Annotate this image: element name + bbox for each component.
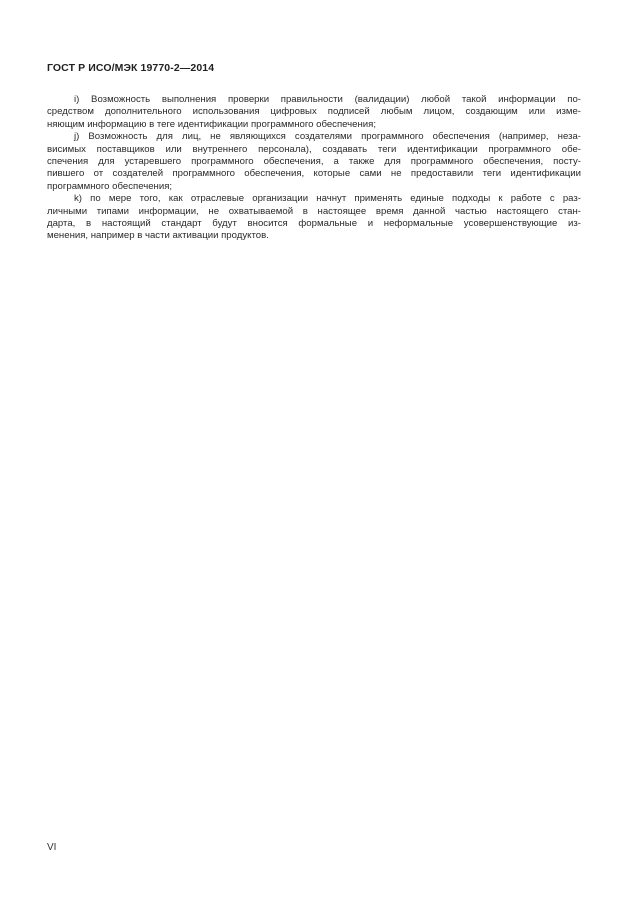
text-line: j) Возможность для лиц, не являющихся создателями программного обеспечения (например, неза-: [74, 131, 581, 143]
paragraph-i: [47, 94, 581, 131]
page-number: VI: [47, 842, 57, 853]
text-line: няющим информацию в теге идентификации программного обеспечения;: [47, 118, 377, 130]
text-line: личными типами информации, не охватываемой в настоящее время данной частью настоящего стан-: [47, 205, 581, 217]
text-line: висимых поставщиков или внутреннего персонала), создавать теги идентификации программного обе-: [47, 143, 581, 155]
text-line: средством дополнительного использования цифровых подписей любым лицом, создающим или изме-: [47, 106, 581, 118]
text-line: дарта, в настоящий стандарт будут вносится формальные и неформальные усовершенствующие из-: [47, 217, 581, 229]
paragraph-k: [47, 193, 581, 243]
document-header: ГОСТ Р ИСО/МЭК 19770-2—2014: [47, 62, 215, 74]
paragraph-j: [47, 131, 581, 193]
text-line: k) по мере того, как отраслевые организации начнут применять единые подходы к работе с раз-: [74, 193, 581, 205]
text-line: i) Возможность выполнения проверки правильности (валидации) любой такой информации по-: [74, 94, 581, 105]
text-line: спечения для устаревшего программного обеспечения, а также для программного обеспечения, посту-: [47, 155, 581, 167]
text-line: менения, например в части активации продуктов.: [47, 230, 269, 242]
text-line: пившего от создателей программного обеспечения, которые сами не предоставили теги идентификации: [47, 168, 581, 180]
document-body: [47, 94, 581, 243]
text-line: программного обеспечения;: [47, 180, 173, 192]
